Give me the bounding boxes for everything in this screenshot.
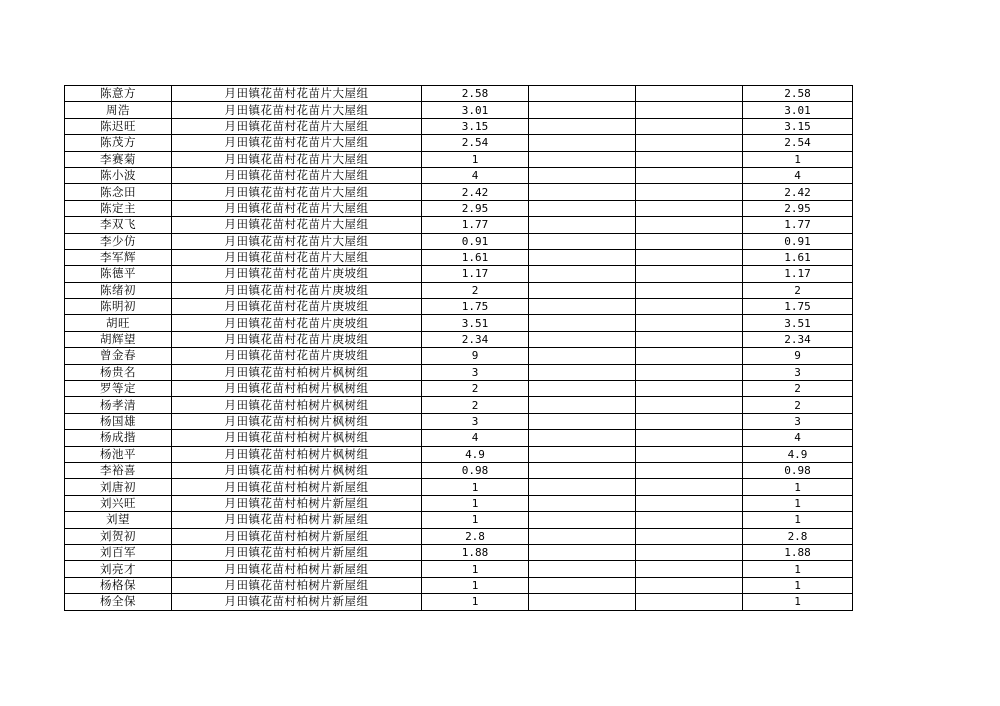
cell-name[interactable]: 周浩 [65, 102, 172, 118]
cell-name[interactable]: 杨池平 [65, 446, 172, 462]
cell-empty[interactable] [636, 413, 743, 429]
cell-total[interactable]: 2.42 [743, 184, 853, 200]
table-row [65, 200, 853, 216]
table-row [65, 413, 853, 429]
cell-address[interactable]: 月田镇花苗村柏树片新屋组 [172, 495, 422, 511]
cell-empty[interactable] [636, 282, 743, 298]
table-row [65, 577, 853, 593]
cell-value[interactable]: 2 [422, 282, 529, 298]
cell-name[interactable]: 陈茂方 [65, 135, 172, 151]
table-row [65, 184, 853, 200]
cell-name[interactable]: 刘兴旺 [65, 495, 172, 511]
cell-total[interactable]: 1.77 [743, 217, 853, 233]
cell-name[interactable]: 杨国雄 [65, 413, 172, 429]
cell-value[interactable]: 1 [422, 594, 529, 610]
table-row [65, 528, 853, 544]
cell-address[interactable]: 月田镇花苗村柏树片新屋组 [172, 479, 422, 495]
cell-address[interactable]: 月田镇花苗村花苗片大屋组 [172, 200, 422, 216]
cell-total[interactable]: 1 [743, 512, 853, 528]
cell-empty[interactable] [529, 512, 636, 528]
cell-empty[interactable] [636, 217, 743, 233]
cell-address[interactable]: 月田镇花苗村柏树片新屋组 [172, 577, 422, 593]
table-row [65, 397, 853, 413]
cell-total[interactable]: 4 [743, 167, 853, 183]
cell-total[interactable]: 3 [743, 364, 853, 380]
cell-value[interactable]: 1 [422, 479, 529, 495]
cell-empty[interactable] [529, 102, 636, 118]
cell-value[interactable]: 1 [422, 151, 529, 167]
cell-empty[interactable] [636, 561, 743, 577]
cell-name[interactable]: 刘望 [65, 512, 172, 528]
cell-address[interactable]: 月田镇花苗村花苗片大屋组 [172, 102, 422, 118]
cell-address[interactable]: 月田镇花苗村花苗片大屋组 [172, 249, 422, 265]
spreadsheet-page [64, 85, 852, 611]
table-row [65, 299, 853, 315]
cell-address[interactable]: 月田镇花苗村柏树片新屋组 [172, 528, 422, 544]
cell-empty[interactable] [636, 299, 743, 315]
table-row [65, 266, 853, 282]
cell-value[interactable]: 1.17 [422, 266, 529, 282]
table-row [65, 479, 853, 495]
cell-empty[interactable] [529, 462, 636, 478]
cell-address[interactable]: 月田镇花苗村花苗片庚坡组 [172, 331, 422, 347]
cell-empty[interactable] [529, 167, 636, 183]
cell-address[interactable]: 月田镇花苗村花苗片庚坡组 [172, 266, 422, 282]
cell-total[interactable]: 9 [743, 348, 853, 364]
cell-total[interactable]: 1 [743, 151, 853, 167]
cell-address[interactable]: 月田镇花苗村柏树片新屋组 [172, 594, 422, 610]
cell-address[interactable]: 月田镇花苗村柏树片新屋组 [172, 544, 422, 560]
cell-empty[interactable] [636, 331, 743, 347]
cell-empty[interactable] [636, 512, 743, 528]
cell-name[interactable]: 陈绪初 [65, 282, 172, 298]
cell-value[interactable]: 4 [422, 430, 529, 446]
cell-empty[interactable] [529, 430, 636, 446]
cell-empty[interactable] [636, 397, 743, 413]
cell-empty[interactable] [636, 462, 743, 478]
cell-value[interactable]: 1 [422, 577, 529, 593]
cell-name[interactable]: 杨全保 [65, 594, 172, 610]
table-row [65, 446, 853, 462]
cell-name[interactable]: 罗等定 [65, 381, 172, 397]
cell-name[interactable]: 刘亮才 [65, 561, 172, 577]
cell-name[interactable]: 陈念田 [65, 184, 172, 200]
cell-address[interactable]: 月田镇花苗村柏树片枫树组 [172, 462, 422, 478]
table-row [65, 348, 853, 364]
cell-total[interactable]: 0.98 [743, 462, 853, 478]
cell-value[interactable]: 3.01 [422, 102, 529, 118]
cell-name[interactable]: 杨贵名 [65, 364, 172, 380]
cell-empty[interactable] [636, 348, 743, 364]
cell-name[interactable]: 李裕喜 [65, 462, 172, 478]
cell-empty[interactable] [636, 135, 743, 151]
cell-address[interactable]: 月田镇花苗村花苗片庚坡组 [172, 299, 422, 315]
cell-value[interactable]: 1.77 [422, 217, 529, 233]
table-row [65, 233, 853, 249]
cell-name[interactable]: 李赛菊 [65, 151, 172, 167]
cell-value[interactable]: 2.34 [422, 331, 529, 347]
cell-name[interactable]: 陈定主 [65, 200, 172, 216]
cell-value[interactable]: 1 [422, 512, 529, 528]
table-row [65, 364, 853, 380]
cell-address[interactable]: 月田镇花苗村花苗片庚坡组 [172, 282, 422, 298]
cell-empty[interactable] [529, 544, 636, 560]
cell-total[interactable]: 2.54 [743, 135, 853, 151]
cell-empty[interactable] [636, 430, 743, 446]
cell-address[interactable]: 月田镇花苗村花苗片大屋组 [172, 118, 422, 134]
cell-total[interactable]: 1.75 [743, 299, 853, 315]
cell-total[interactable]: 4 [743, 430, 853, 446]
cell-empty[interactable] [636, 544, 743, 560]
cell-empty[interactable] [529, 577, 636, 593]
cell-empty[interactable] [529, 135, 636, 151]
cell-address[interactable]: 月田镇花苗村柏树片枫树组 [172, 430, 422, 446]
cell-name[interactable]: 杨孝清 [65, 397, 172, 413]
cell-empty[interactable] [636, 167, 743, 183]
table-row [65, 86, 853, 102]
cell-empty[interactable] [529, 217, 636, 233]
cell-total[interactable]: 3 [743, 413, 853, 429]
cell-empty[interactable] [636, 495, 743, 511]
cell-empty[interactable] [529, 299, 636, 315]
cell-empty[interactable] [529, 479, 636, 495]
cell-address[interactable]: 月田镇花苗村柏树片枫树组 [172, 413, 422, 429]
cell-empty[interactable] [636, 184, 743, 200]
cell-empty[interactable] [529, 86, 636, 102]
cell-name[interactable]: 胡旺 [65, 315, 172, 331]
cell-empty[interactable] [529, 397, 636, 413]
cell-value[interactable]: 2.42 [422, 184, 529, 200]
cell-value[interactable]: 4 [422, 167, 529, 183]
cell-value[interactable]: 1.61 [422, 249, 529, 265]
data-table [64, 85, 853, 611]
cell-empty[interactable] [529, 249, 636, 265]
cell-empty[interactable] [636, 594, 743, 610]
cell-empty[interactable] [529, 233, 636, 249]
cell-address[interactable]: 月田镇花苗村柏树片枫树组 [172, 381, 422, 397]
cell-address[interactable]: 月田镇花苗村花苗片大屋组 [172, 217, 422, 233]
cell-empty[interactable] [636, 577, 743, 593]
cell-empty[interactable] [636, 233, 743, 249]
table-row [65, 462, 853, 478]
cell-empty[interactable] [529, 594, 636, 610]
cell-total[interactable]: 3.51 [743, 315, 853, 331]
cell-value[interactable]: 0.98 [422, 462, 529, 478]
cell-empty[interactable] [529, 348, 636, 364]
cell-value[interactable]: 3 [422, 364, 529, 380]
table-row [65, 151, 853, 167]
cell-total[interactable]: 1.88 [743, 544, 853, 560]
cell-address[interactable]: 月田镇花苗村柏树片新屋组 [172, 512, 422, 528]
cell-name[interactable]: 刘百军 [65, 544, 172, 560]
cell-empty[interactable] [529, 282, 636, 298]
cell-value[interactable]: 1.88 [422, 544, 529, 560]
cell-empty[interactable] [636, 446, 743, 462]
cell-empty[interactable] [636, 528, 743, 544]
cell-address[interactable]: 月田镇花苗村柏树片新屋组 [172, 561, 422, 577]
cell-name[interactable]: 陈明初 [65, 299, 172, 315]
table-row [65, 102, 853, 118]
cell-address[interactable]: 月田镇花苗村花苗片大屋组 [172, 135, 422, 151]
cell-total[interactable]: 2.8 [743, 528, 853, 544]
cell-empty[interactable] [529, 446, 636, 462]
cell-empty[interactable] [636, 249, 743, 265]
cell-name[interactable]: 刘唐初 [65, 479, 172, 495]
cell-address[interactable]: 月田镇花苗村花苗片大屋组 [172, 167, 422, 183]
table-row [65, 430, 853, 446]
table-body [65, 86, 853, 611]
cell-empty[interactable] [636, 381, 743, 397]
table-row [65, 331, 853, 347]
table-row [65, 544, 853, 560]
cell-value[interactable]: 0.91 [422, 233, 529, 249]
cell-value[interactable]: 3 [422, 413, 529, 429]
cell-total[interactable]: 0.91 [743, 233, 853, 249]
table-row [65, 594, 853, 610]
table-row [65, 381, 853, 397]
cell-address[interactable]: 月田镇花苗村花苗片大屋组 [172, 233, 422, 249]
cell-empty[interactable] [529, 495, 636, 511]
cell-name[interactable]: 李军辉 [65, 249, 172, 265]
cell-name[interactable]: 胡辉望 [65, 331, 172, 347]
cell-empty[interactable] [636, 151, 743, 167]
table-row [65, 315, 853, 331]
cell-empty[interactable] [529, 331, 636, 347]
cell-value[interactable]: 1 [422, 495, 529, 511]
cell-value[interactable]: 2.95 [422, 200, 529, 216]
cell-value[interactable]: 1.75 [422, 299, 529, 315]
cell-address[interactable]: 月田镇花苗村柏树片枫树组 [172, 446, 422, 462]
table-row [65, 118, 853, 134]
cell-total[interactable]: 2 [743, 381, 853, 397]
cell-address[interactable]: 月田镇花苗村花苗片庚坡组 [172, 348, 422, 364]
cell-value[interactable]: 3.15 [422, 118, 529, 134]
cell-empty[interactable] [529, 364, 636, 380]
table-row [65, 167, 853, 183]
cell-total[interactable]: 1 [743, 495, 853, 511]
cell-name[interactable]: 陈德平 [65, 266, 172, 282]
cell-total[interactable]: 4.9 [743, 446, 853, 462]
cell-empty[interactable] [529, 184, 636, 200]
cell-name[interactable]: 陈小波 [65, 167, 172, 183]
cell-name[interactable]: 李双飞 [65, 217, 172, 233]
cell-total[interactable]: 1 [743, 577, 853, 593]
table-row [65, 217, 853, 233]
cell-total[interactable]: 1 [743, 594, 853, 610]
cell-empty[interactable] [529, 266, 636, 282]
cell-empty[interactable] [529, 200, 636, 216]
cell-value[interactable]: 1 [422, 561, 529, 577]
cell-value[interactable]: 2.8 [422, 528, 529, 544]
cell-name[interactable]: 李少仿 [65, 233, 172, 249]
cell-empty[interactable] [636, 86, 743, 102]
cell-total[interactable]: 2.34 [743, 331, 853, 347]
table-row [65, 282, 853, 298]
cell-empty[interactable] [529, 381, 636, 397]
cell-total[interactable]: 1 [743, 479, 853, 495]
cell-total[interactable]: 3.01 [743, 102, 853, 118]
table-row [65, 512, 853, 528]
cell-address[interactable]: 月田镇花苗村花苗片大屋组 [172, 151, 422, 167]
cell-empty[interactable] [636, 200, 743, 216]
cell-empty[interactable] [529, 151, 636, 167]
cell-total[interactable]: 3.15 [743, 118, 853, 134]
cell-name[interactable]: 陈意方 [65, 86, 172, 102]
cell-address[interactable]: 月田镇花苗村花苗片大屋组 [172, 86, 422, 102]
table-row [65, 135, 853, 151]
table-row [65, 495, 853, 511]
cell-value[interactable]: 2 [422, 381, 529, 397]
cell-empty[interactable] [529, 528, 636, 544]
cell-address[interactable]: 月田镇花苗村柏树片枫树组 [172, 397, 422, 413]
cell-value[interactable]: 2.58 [422, 86, 529, 102]
cell-total[interactable]: 2 [743, 282, 853, 298]
cell-total[interactable]: 1.17 [743, 266, 853, 282]
cell-empty[interactable] [636, 118, 743, 134]
cell-total[interactable]: 2.95 [743, 200, 853, 216]
cell-empty[interactable] [636, 364, 743, 380]
table-row [65, 561, 853, 577]
cell-name[interactable]: 陈迟旺 [65, 118, 172, 134]
cell-value[interactable]: 4.9 [422, 446, 529, 462]
cell-address[interactable]: 月田镇花苗村花苗片大屋组 [172, 184, 422, 200]
cell-total[interactable]: 2.58 [743, 86, 853, 102]
cell-address[interactable]: 月田镇花苗村柏树片枫树组 [172, 364, 422, 380]
cell-total[interactable]: 1 [743, 561, 853, 577]
cell-name[interactable]: 曾金春 [65, 348, 172, 364]
cell-value[interactable]: 3.51 [422, 315, 529, 331]
cell-empty[interactable] [636, 102, 743, 118]
cell-total[interactable]: 2 [743, 397, 853, 413]
cell-total[interactable]: 1.61 [743, 249, 853, 265]
cell-name[interactable]: 刘贺初 [65, 528, 172, 544]
cell-empty[interactable] [529, 315, 636, 331]
cell-value[interactable]: 9 [422, 348, 529, 364]
table-row [65, 249, 853, 265]
cell-empty[interactable] [529, 413, 636, 429]
cell-address[interactable]: 月田镇花苗村花苗片庚坡组 [172, 315, 422, 331]
cell-value[interactable]: 2 [422, 397, 529, 413]
cell-value[interactable]: 2.54 [422, 135, 529, 151]
cell-empty[interactable] [529, 118, 636, 134]
cell-empty[interactable] [529, 561, 636, 577]
cell-empty[interactable] [636, 315, 743, 331]
cell-empty[interactable] [636, 479, 743, 495]
cell-name[interactable]: 杨成揩 [65, 430, 172, 446]
cell-name[interactable]: 杨格保 [65, 577, 172, 593]
cell-empty[interactable] [636, 266, 743, 282]
